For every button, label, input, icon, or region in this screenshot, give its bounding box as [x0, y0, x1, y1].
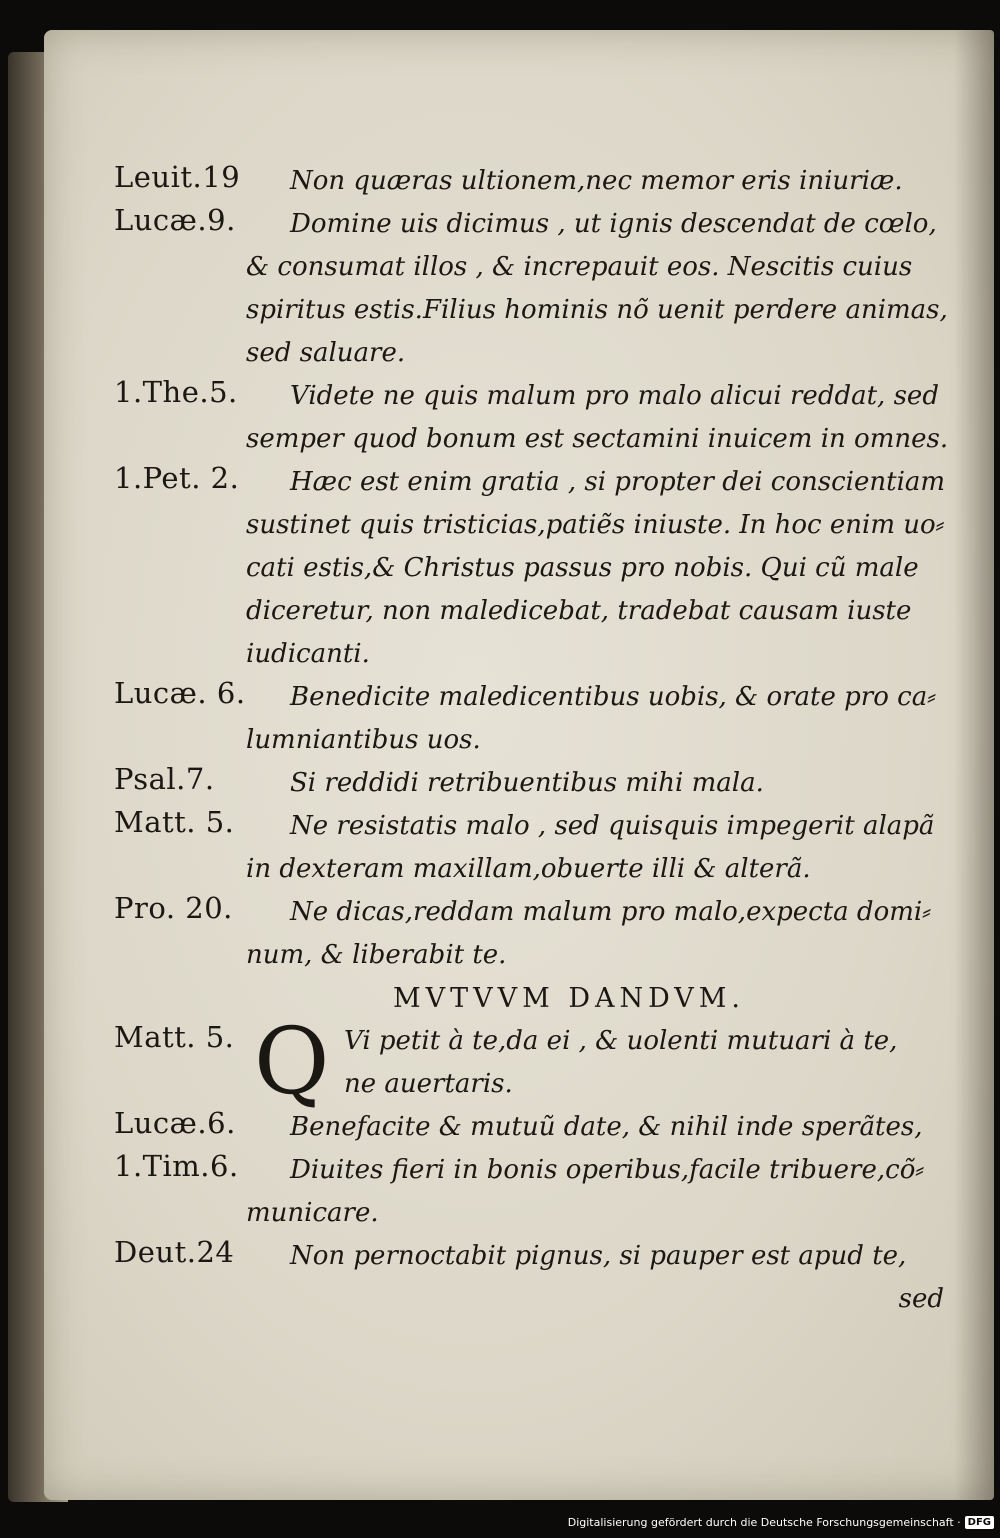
verse-reference: 1.Tim.6. [114, 1149, 239, 1183]
verse-reference: Deut.24 [114, 1235, 235, 1269]
verse-line: ne auertaris. [344, 1069, 513, 1099]
scripture-entry [114, 1106, 944, 1149]
decorated-initial: Q [254, 1008, 330, 1115]
verse-line: Benedicite maledicentibus uobis, & orate pro ca⸗ [290, 682, 936, 712]
scripture-entry [114, 805, 944, 891]
scripture-entry [114, 1008, 944, 1115]
verse-line: cati estis,& Christus passus pro nobis. Qui cũ male [246, 553, 919, 583]
scripture-entry [114, 1235, 944, 1278]
verse-line: sed saluare. [246, 338, 406, 368]
verse-reference: Matt. 5. [114, 805, 235, 839]
verse-reference: Lucæ.9. [114, 203, 236, 237]
scripture-entry [114, 160, 944, 203]
verse-line: semper quod bonum est sectamini inuicem in omnes. [246, 424, 949, 454]
verse-line: spiritus estis.Filius hominis nõ uenit perdere animas, [246, 295, 948, 325]
scripture-entry [114, 762, 944, 805]
scripture-entry [114, 891, 944, 977]
scripture-entry [114, 203, 948, 375]
verse-line: lumniantibus uos. [246, 725, 481, 755]
verse-reference: Pro. 20. [114, 891, 233, 925]
catchword: sed [898, 1284, 944, 1314]
verse-reference: 1.The.5. [114, 375, 238, 409]
verse-reference: Leuit.19 [114, 160, 241, 194]
book-page [44, 30, 994, 1500]
scripture-entry [114, 1149, 944, 1235]
scripture-entry [114, 375, 949, 461]
footer-text: Digitalisierung gefördert durch die Deutsche Forschungsgemeinschaft · [567, 1515, 961, 1529]
verse-line: iudicanti. [246, 639, 370, 669]
verse-line: Non pernoctabit pignus, si pauper est apud te, [290, 1241, 907, 1271]
scripture-entry [114, 461, 944, 676]
verse-line: Non quæras ultionem,nec memor eris iniuriæ. [290, 166, 903, 196]
section-heading: MVTVVM DANDVM. [392, 983, 746, 1014]
verse-line: Vi petit à te,da ei , & uolenti mutuari à te, [344, 1026, 898, 1056]
spine-shadow [954, 30, 994, 1500]
verse-line: municare. [246, 1198, 379, 1228]
verse-line: Ne resistatis malo , sed quisquis impegerit alapã [290, 811, 935, 841]
verse-line: in dexteram maxillam,obuerte illi & alterã. [246, 854, 811, 884]
footer-credit [568, 1510, 994, 1534]
verse-line: sustinet quis tristicias,patiẽs iniuste. In hoc enim uo⸗ [246, 510, 945, 540]
verse-line: Videte ne quis malum pro malo alicui reddat, sed [290, 381, 939, 411]
verse-line: num, & liberabit te. [246, 940, 507, 970]
verse-line: Domine uis dicimus , ut ignis descendat de cœlo, [290, 209, 937, 239]
verse-reference: Lucæ. 6. [114, 676, 246, 710]
verse-line: Hæc est enim gratia , si propter dei conscientiam [290, 467, 946, 497]
verse-reference: Psal.7. [114, 762, 215, 796]
verse-line: Si reddidi retribuentibus mihi mala. [290, 768, 764, 798]
dfg-logo-icon: DFG [965, 1516, 994, 1529]
verse-line: Ne dicas,reddam malum pro malo,expecta domi⸗ [290, 897, 931, 927]
verse-line: & consumat illos , & increpauit eos. Nescitis cuius [246, 252, 913, 282]
verse-reference: 1.Pet. 2. [114, 461, 240, 495]
verse-line: Benefacite & mutuũ date, & nihil inde sperãtes, [290, 1112, 923, 1142]
text-block [114, 160, 949, 1321]
verse-reference: Matt. 5. [114, 1020, 235, 1054]
scripture-entry [114, 676, 944, 762]
verse-line: Diuites fieri in bonis operibus,facile tribuere,cõ⸗ [290, 1155, 925, 1185]
verse-reference: Lucæ.6. [114, 1106, 236, 1140]
verse-line: diceretur, non maledicebat, tradebat causam iuste [246, 596, 912, 626]
